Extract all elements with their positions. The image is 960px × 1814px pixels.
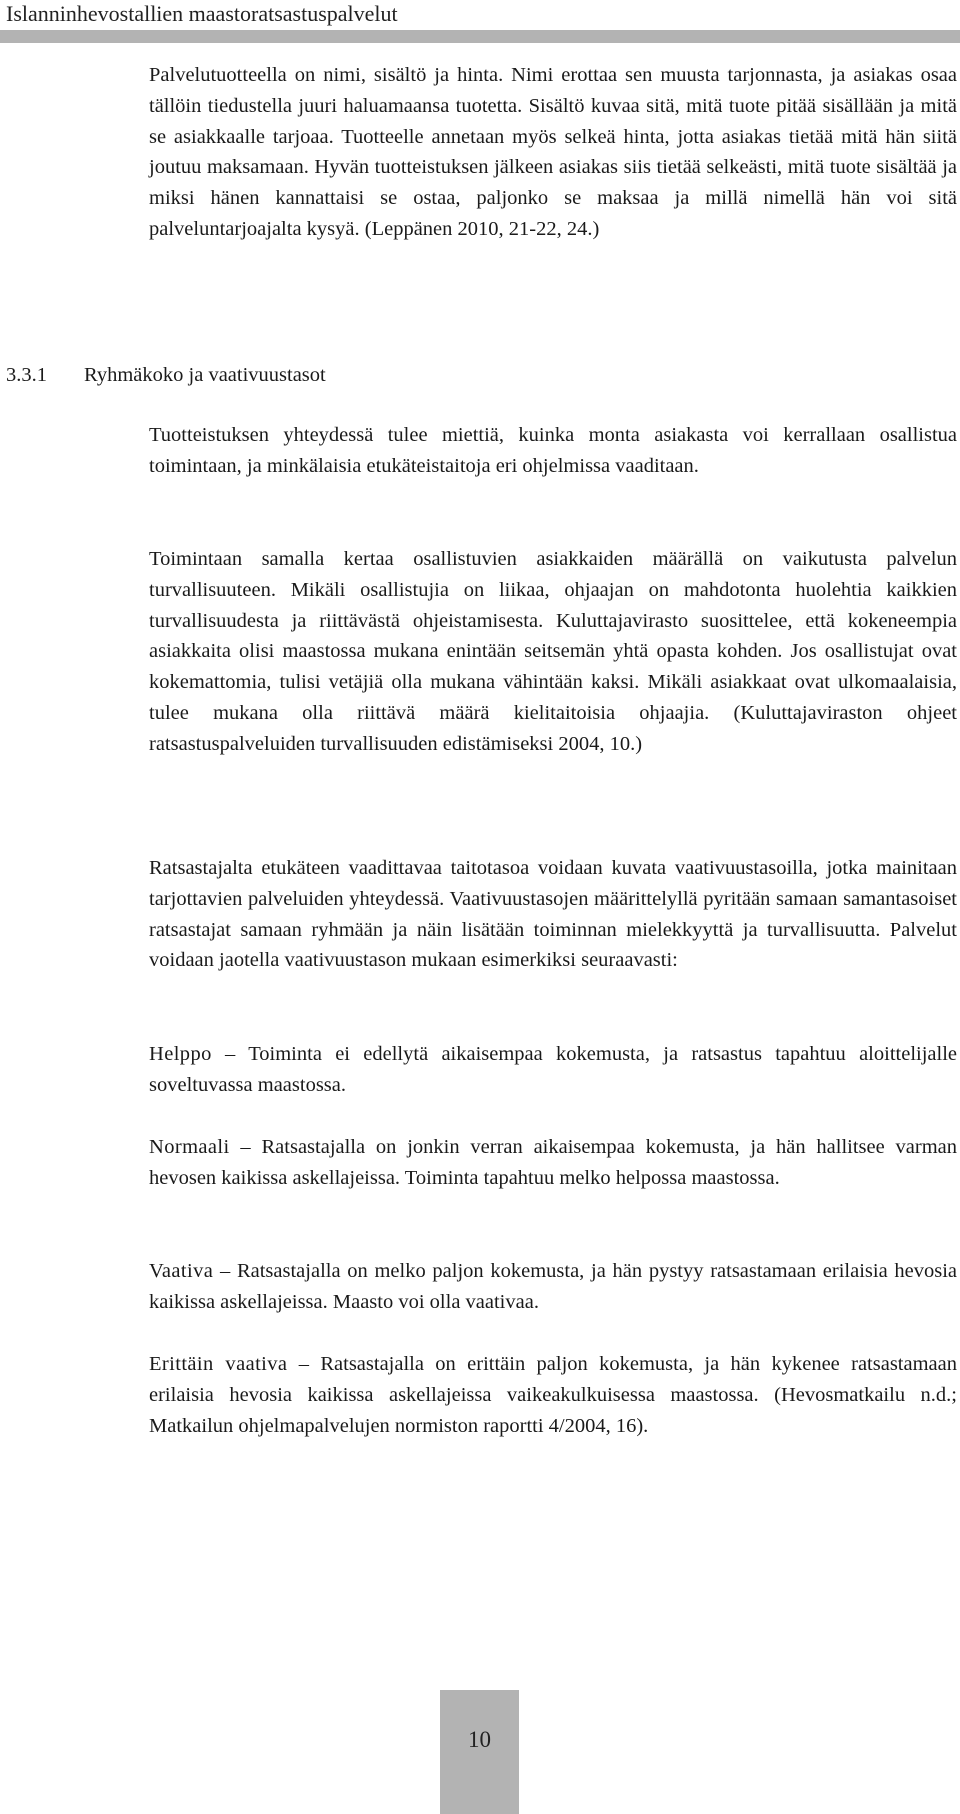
level-term: Normaali xyxy=(149,1136,230,1158)
section-heading xyxy=(6,360,906,390)
level-term: Vaativa xyxy=(149,1260,214,1282)
level-description: Ratsastajalla on erittäin paljon kokemusta, ja hän kykenee ratsastamaan erilaisia hevosia kaikissa askellajeissa vaikeakulkuisessa maastossa. (Hevosmatkailu n.d.; Matkailun ohjelmapalvelujen normiston raportti 4/2004, 16). xyxy=(149,1353,957,1437)
level-term: Helppo xyxy=(149,1043,212,1065)
paragraph-product-definition: Palvelutuotteella on nimi, sisältö ja hinta. Nimi erottaa sen muusta tarjonnasta, ja asiakas osaa tällöin tiedustella juuri haluamaansa tuotetta. Sisältö kuvaa sitä, mitä tuote pitää sisällään ja mitä se asiakkaalle tarjoaa. Tuotteelle annetaan myös selkeä hinta, jotta asiakas tietää mitä hän siitä joutuu maksamaan. Hyvän tuotteistuksen jälkeen asiakas siis tietää selkeästi, mitä tuote sisältää ja miksi hänen kannattaisi se ostaa, paljonko se maksaa ja millä nimellä hän voi sitä palveluntarjoajalta kysyä. (Leppänen 2010, 21-22, 24.) xyxy=(149,64,957,240)
section-title: Ryhmäkoko ja vaativuustasot xyxy=(84,364,326,386)
section-number: 3.3.1 xyxy=(6,364,47,386)
level-dash: – xyxy=(213,1260,237,1282)
paragraph-difficulty-levels: Ratsastajalta etukäteen vaadittavaa taitotasoa voidaan kuvata vaativuustasoilla, jotka mainitaan tarjottavien palveluiden yhteydessä. Vaativuustasojen määrittelyllä pyritään samaan samantasoiset ratsastajat samaan ryhmään ja näin lisätään toiminnan mielekkyyttä ja turvallisuutta. Palvelut voidaan jaotella vaativuustason mukaan esimerkiksi seuraavasti: xyxy=(149,857,957,972)
level-item-erittain-vaativa xyxy=(149,1349,957,1441)
level-dash: – xyxy=(211,1043,249,1065)
page-number-box xyxy=(440,1690,519,1814)
level-dash: – xyxy=(229,1136,262,1158)
level-item-normaali xyxy=(149,1132,957,1194)
level-term: Erittäin vaativa xyxy=(149,1353,288,1375)
page-number: 10 xyxy=(468,1727,491,1752)
paragraph-group-size-intro: Tuotteistuksen yhteydessä tulee miettiä, kuinka monta asiakasta voi kerrallaan osallistua toimintaan, ja minkälaisia etukäteistaitoja eri ohjelmissa vaaditaan. xyxy=(149,424,957,477)
level-description: Ratsastajalla on melko paljon kokemusta, ja hän pystyy ratsastamaan erilaisia hevosia kaikissa askellajeissa. Maasto voi olla vaativaa. xyxy=(149,1260,957,1313)
level-item-vaativa xyxy=(149,1256,957,1318)
paragraph-group-size-safety: Toimintaan samalla kertaa osallistuvien asiakkaiden määrällä on vaikutusta palvelun turvallisuuteen. Mikäli osallistujia on liikaa, ohjaajan on mahdotonta huolehtia kaikkien turvallisuudesta ja riittävästä ohjeistamisesta. Kuluttajavirasto suosittelee, että kokeneempia asiakkaita olisi maastossa mukana enintään seitsemän yhtä opasta kohden. Jos osallistujat ovat kokemattomia, tulisi vetäjiä olla mukana vähintään kaksi. Mikäli asiakkaat ovat ulkomaalaisia, tulee mukana olla riittävä määrä kielitaitoisia ohjaajia. (Kuluttajaviraston ohjeet ratsastuspalveluiden turvallisuuden edistämiseksi 2004, 10.) xyxy=(149,548,957,755)
level-description: Ratsastajalla on jonkin verran aikaisempaa kokemusta, ja hän hallitsee varman hevosen kaikissa askellajeissa. Toiminta tapahtuu melko helpossa maastossa. xyxy=(149,1136,958,1189)
level-dash: – xyxy=(287,1353,321,1375)
running-header: Islanninhevostallien maastoratsastuspalvelut xyxy=(6,1,398,26)
level-description: Toiminta ei edellytä aikaisempaa kokemusta, ja ratsastus tapahtuu aloittelijalle soveltuvassa maastossa. xyxy=(149,1043,957,1096)
header-rule xyxy=(0,30,960,43)
level-item-helppo xyxy=(149,1039,957,1101)
